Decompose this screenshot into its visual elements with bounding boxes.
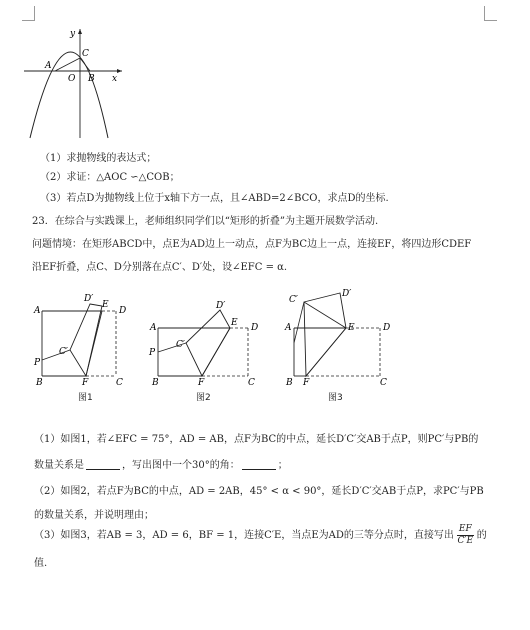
q23-part1-end: ； — [277, 460, 288, 471]
q22-part3: （3）若点D为抛物线上位于x轴下方一点，且∠ABD=2∠BCO，求点D的坐标. — [40, 193, 389, 204]
fig2-label-d: D — [251, 323, 259, 333]
fig1-label-f: F — [82, 378, 89, 388]
fig2-label-f: F — [198, 378, 205, 388]
fig1-label-cprime: C′ — [59, 347, 68, 357]
graph-label-o: O — [68, 74, 76, 84]
fig1-label-p: P — [34, 358, 41, 368]
q23-part3-line1 — [34, 524, 487, 547]
q23-part1-line2 — [34, 456, 288, 471]
q23-part1-angle-label: ，写出图中一个30°的角： — [122, 460, 240, 471]
q23-intro: 23．在综合与实践课上，老师组织同学们以“矩形的折叠”为主题开展数学活动. — [32, 216, 379, 227]
corner-mark-top-left — [22, 6, 35, 21]
figure-3 — [282, 288, 397, 393]
fig2-label-b: B — [152, 378, 159, 388]
fig1-label-e: E — [102, 300, 109, 310]
fig1-caption: 图1 — [78, 393, 93, 403]
fig3-label-c: C — [380, 378, 387, 388]
q23-part2-line1: （2）如图2，若点F为BC的中点，AD = 2AB，45° < α < 90°，延长D′C′交AB于点P，求PC′与PB — [34, 486, 484, 497]
q22-part1: （1）求抛物线的表达式； — [40, 153, 157, 164]
q23-context-line2: 沿EF折叠，点C、D分别落在点C′、D′处，设∠EFC = α. — [32, 262, 288, 273]
fraction-numerator: EF — [458, 524, 472, 534]
graph-label-y: y — [70, 29, 76, 39]
q23-part3-text: （3）如图3，若AB = 3，AD = 6，BF = 1，连接C′E，当点E为AD的三等分点时，直接写出 — [34, 530, 454, 541]
fig3-label-e: E — [348, 323, 355, 333]
fig1-label-dprime: D′ — [84, 294, 94, 304]
fig3-label-f: F — [303, 378, 310, 388]
fig1-label-b: B — [36, 378, 43, 388]
fig3-label-b: B — [286, 378, 293, 388]
figure-1 — [32, 288, 132, 393]
q22-part2: （2）求证：△AOC ∽△COB； — [40, 172, 180, 183]
fig3-label-d: D — [383, 323, 391, 333]
q23-part3-suffix: 的 — [476, 530, 487, 541]
fig2-label-dprime: D′ — [216, 301, 226, 311]
parabola-graph — [20, 26, 130, 141]
fraction-ef-over-ce — [457, 524, 474, 547]
answer-blank-relation[interactable] — [86, 459, 120, 470]
fig3-caption: 图3 — [328, 393, 343, 403]
fig3-label-dprime: D′ — [342, 289, 352, 299]
answer-blank-angle[interactable] — [242, 459, 276, 470]
fig2-label-c: C — [248, 378, 255, 388]
fig2-label-e: E — [231, 318, 238, 328]
figure-2 — [148, 288, 268, 393]
fig2-label-a: A — [150, 323, 157, 333]
fig1-label-c: C — [116, 378, 123, 388]
fig2-label-p: P — [149, 348, 156, 358]
fig1-label-a: A — [34, 306, 41, 316]
q23-part3-line2: 值. — [34, 558, 48, 569]
q23-part1-line1: （1）如图1，若∠EFC = 75°，AD = AB，点F为BC的中点，延长D′C′交AB于点P，则PC′与PB的 — [34, 434, 479, 445]
fig2-caption: 图2 — [196, 393, 211, 403]
q23-part1-relation-label: 数量关系是 — [34, 460, 84, 471]
q23-context-line1: 问题情境：在矩形ABCD中，点E为AD边上一动点，点F为BC边上一点，连接EF，将四边形CDEF — [32, 239, 472, 250]
graph-label-x: x — [112, 74, 118, 84]
fraction-denominator: C′E — [457, 536, 474, 546]
fig3-label-cprime: C′ — [289, 295, 298, 305]
fig1-label-d: D — [119, 306, 127, 316]
q23-part2-line2: 的数量关系，并说明理由； — [34, 510, 154, 521]
fig3-label-a: A — [285, 323, 292, 333]
graph-label-a: A — [45, 61, 52, 71]
fig2-label-cprime: C′ — [176, 340, 185, 350]
graph-label-b: B — [88, 74, 95, 84]
corner-mark-top-right — [484, 6, 497, 21]
graph-label-c: C — [82, 49, 89, 59]
